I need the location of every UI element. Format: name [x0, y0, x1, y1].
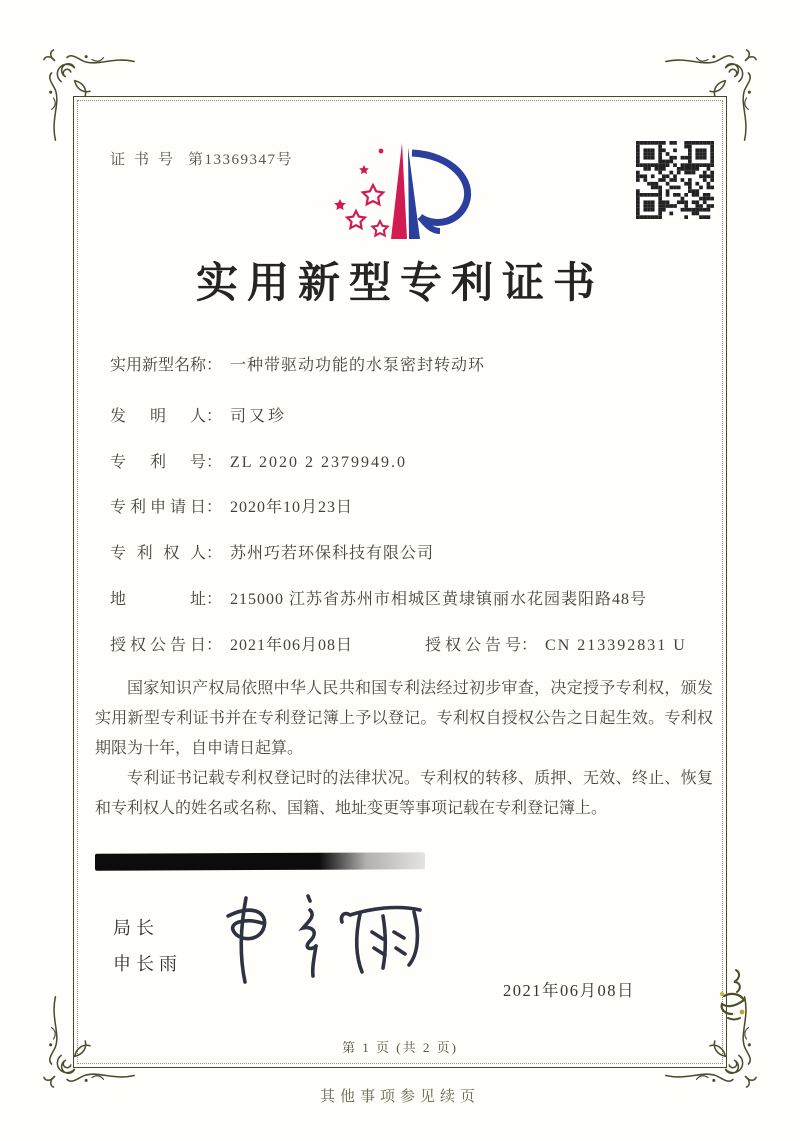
signer-block — [113, 910, 182, 982]
field-row-inventor — [110, 403, 690, 426]
field-colon: ： — [206, 357, 223, 374]
issue-date: 2021年06月08日 — [503, 981, 635, 1000]
field-row-patentee — [110, 540, 690, 563]
grant-number-group — [425, 632, 687, 655]
grant-number-value: CN 213392831 U — [545, 637, 687, 654]
field-value: 2020年10月23日 — [230, 499, 354, 516]
field-label: 实用新型名称 — [110, 357, 207, 374]
field-value: ZL 2020 2 2379949.0 — [230, 454, 407, 471]
legal-text — [95, 674, 713, 824]
field-label: 发明人 — [110, 408, 206, 425]
ink-stain — [714, 966, 750, 1024]
field-colon: ： — [206, 454, 223, 471]
field-colon: ： — [206, 591, 223, 608]
scan-smudge-bar — [95, 852, 425, 870]
field-colon: ： — [206, 545, 223, 562]
page-indicator: 第 1 页 (共 2 页) — [342, 1040, 458, 1055]
grant-date-value: 2021年06月08日 — [230, 637, 354, 654]
continuation-note: 其他事项参见续页 — [319, 1089, 480, 1105]
field-label: 专利权人 — [110, 545, 206, 562]
certificate-number-label: 证书号 — [110, 152, 183, 168]
legal-paragraph-1: 国家知识产权局依照中华人民共和国专利法经过初步审查，决定授予专利权，颁发实用新型专利证书并在专利登记簿上予以登记。专利权自授权公告之日起生效。专利权期限为十年，自申请日起算。 — [95, 680, 713, 757]
certificate-number-value: 第13369347号 — [188, 152, 294, 168]
qr-code — [636, 141, 714, 219]
certificate-number — [110, 148, 293, 169]
signature-handwriting — [212, 882, 447, 990]
field-value: 215000 江苏省苏州市相城区黄埭镇丽水花园裴阳路48号 — [230, 591, 648, 608]
grant-date-label: 授权公告日 — [110, 637, 206, 654]
field-colon: ： — [206, 499, 223, 516]
field-label: 专利号 — [110, 454, 206, 471]
signer-name: 申长雨 — [113, 954, 182, 974]
field-label: 专利申请日 — [110, 499, 206, 516]
legal-paragraph-2: 专利证书记载专利权登记时的法律状况。专利权的转移、质押、无效、终止、恢复和专利权人的姓名或名称、国籍、地址变更等事项记载在专利登记簿上。 — [95, 770, 713, 817]
field-value: 一种带驱动功能的水泵密封转动环 — [230, 357, 486, 374]
cnipa-logo-icon — [328, 133, 480, 251]
signer-title: 局长 — [113, 918, 159, 938]
grant-number-label: 授权公告号 — [425, 637, 521, 654]
field-colon: ： — [206, 637, 223, 654]
field-row-patent-number — [110, 449, 690, 472]
certificate-title: 实用新型专利证书 — [195, 261, 604, 307]
field-row-grant — [110, 632, 690, 655]
field-row-application-date — [110, 494, 690, 517]
field-value: 司又珍 — [230, 408, 288, 425]
field-value: 苏州巧若环保科技有限公司 — [230, 545, 435, 562]
field-colon: ： — [206, 408, 223, 425]
field-row-patent-name — [110, 352, 690, 375]
field-colon: ： — [521, 637, 538, 654]
field-label: 地址 — [110, 591, 206, 608]
field-row-address — [110, 586, 690, 609]
